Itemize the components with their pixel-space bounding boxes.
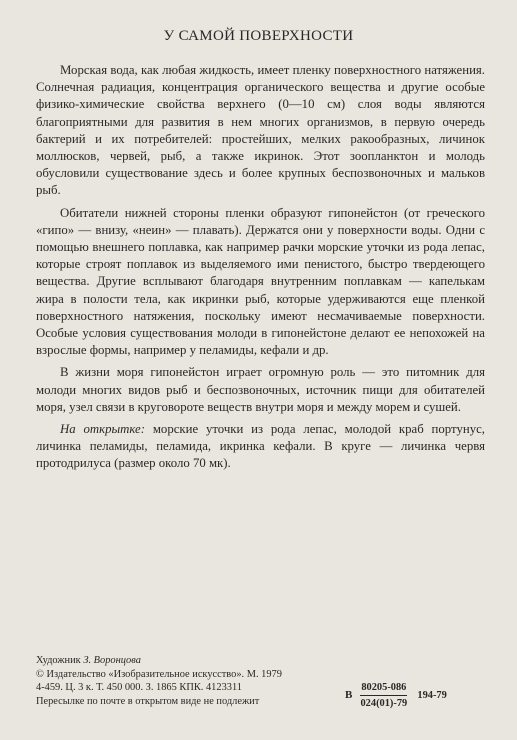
caption-text: морские уточки из рода лепас, молодой краб портунус, личинка пеламиды, пеламида, икринка кефали. В круге — личинка червя протодрилуса (размер около 70 мк). xyxy=(36,422,485,471)
artist-name: З. Воронцова xyxy=(83,655,141,666)
mailing-line: Пересылке по почте в открытом виде не подлежит xyxy=(36,695,260,707)
paragraph-3: В жизни моря гипонейстон играет огромную роль — это питомник для молоди многих видов рыб и беспозвоночных, источник пищи для обитателей моря, узел связи в круговороте веществ внутри моря и между морем и сушей. xyxy=(36,365,485,414)
paragraph-1: Морская вода, как любая жидкость, имеет пленку поверхностного натяжения. Солнечная радиация, концентрация органического вещества и другие особые физико-химические свойства верхнего (0—10 см) слоя воды являются благоприятными для развития в нем многих организмов, в первую очередь бактерий и их потребителей: простейших, мелких ракообразных, личинок моллюсков, червей, рыб, а также икринок. Этот зоопланктон и молодь обусловили существование здесь и более крупных беспозвоночных и мальков рыб. xyxy=(36,63,485,198)
index-denominator: 024(01)-79 xyxy=(360,698,408,709)
index-letter: В xyxy=(345,689,353,701)
index-fraction xyxy=(360,681,407,710)
index-code: 194-79 xyxy=(417,690,447,701)
index-numerator: 80205-086 xyxy=(360,681,407,696)
artist-prefix: Художник xyxy=(36,655,84,666)
article-body xyxy=(36,62,485,478)
order-line: 4-459. Ц. 3 к. Т. 450 000. З. 1865 КПК. 4123311 xyxy=(36,682,242,694)
paragraph-2: Обитатели нижней стороны пленки образуют гипонейстон (от греческого «гипо» — внизу, «неин» — плавать). Держатся они у поверхности воды. Одни с помощью внешнего поплавка, как например рачки морские уточки из рода лепас, которые строят поплавок из выделяемого ими пенистого, быстро твердеющего вещества. Другие всплывают благодаря внутренним поплавкам — капелькам жира в полости тела, как икринки рыб, которые удерживаются еще пленкой поверхностного натяжения, поскольку имеют несмачиваемые поверхности. Особые условия существования молоди в гипонейстоне делают ее непохожей на взрослые формы, например у пеламиды, кефали и др. xyxy=(36,205,485,358)
postcard-caption xyxy=(36,421,485,473)
artist-credit xyxy=(36,654,496,668)
page-title: У САМОЙ ПОВЕРХНОСТИ xyxy=(163,28,354,44)
publisher-line: © Издательство «Изобразительное искусство». М. 1979 xyxy=(36,668,282,680)
caption-label: На открытке: xyxy=(60,422,145,437)
catalog-index xyxy=(345,681,447,710)
